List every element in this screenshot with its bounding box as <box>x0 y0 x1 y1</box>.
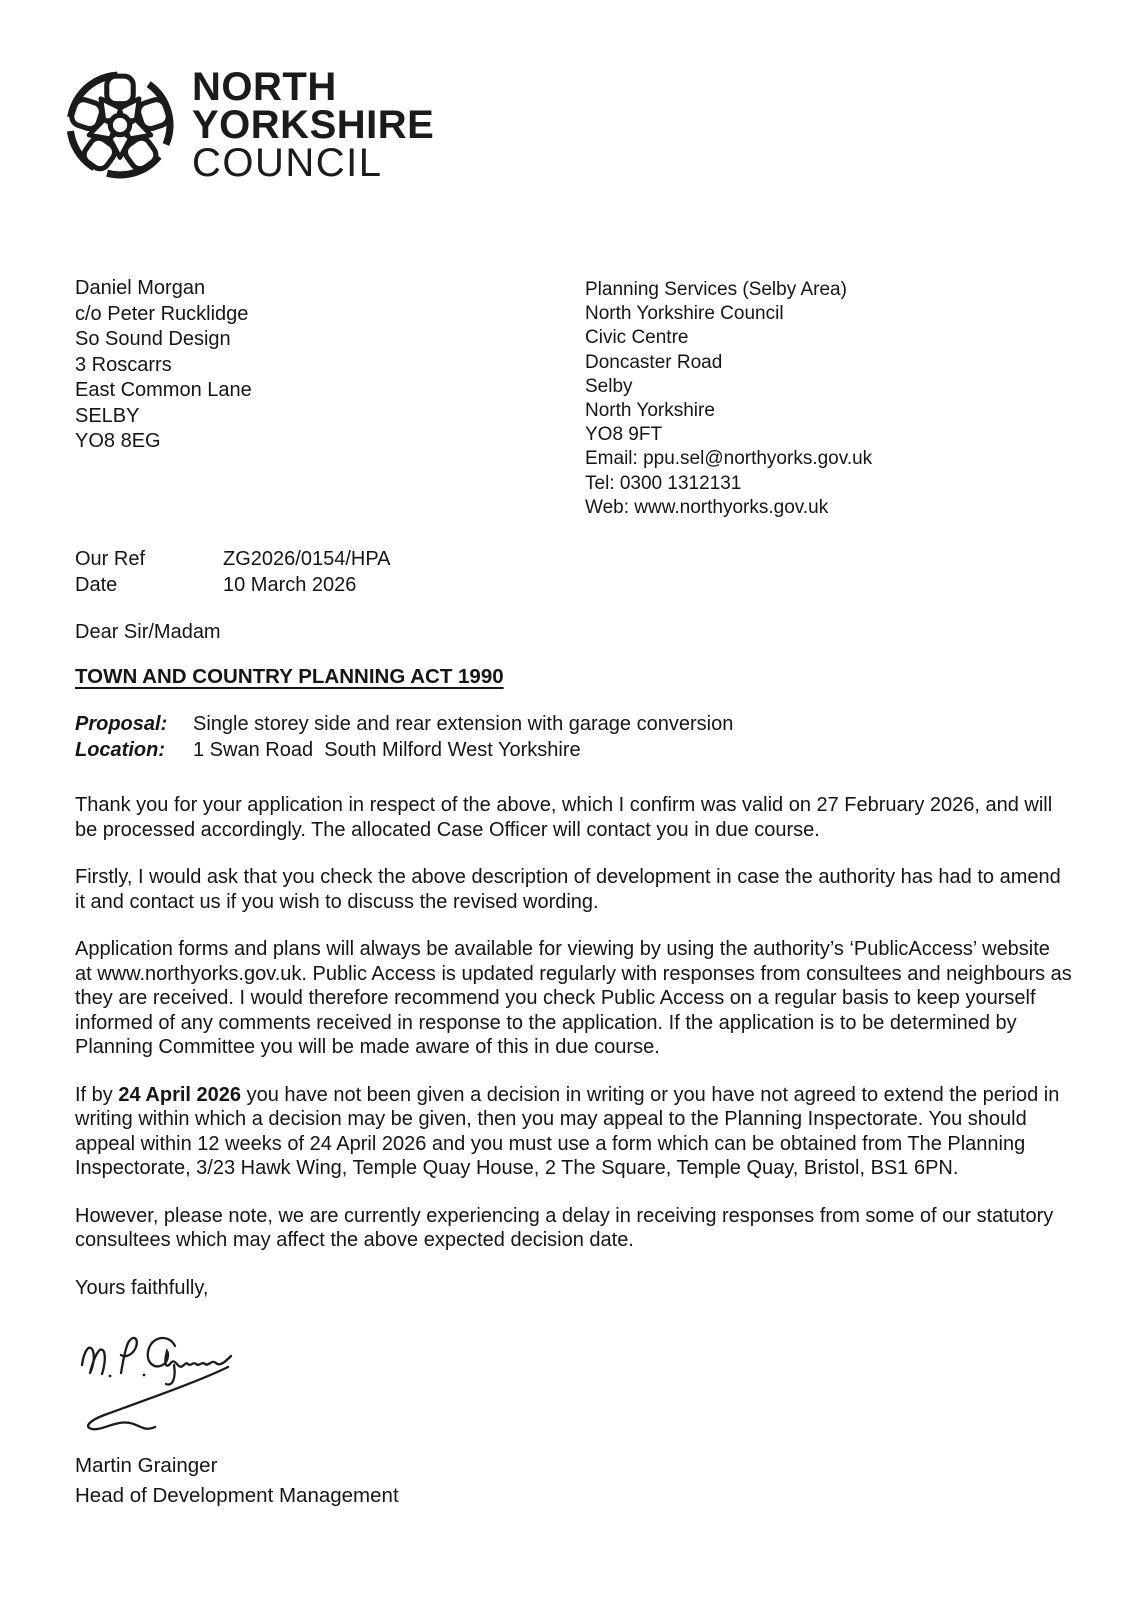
recipient-line: YO8 8EG <box>75 430 161 452</box>
logo-line-council: COUNCIL <box>192 141 383 185</box>
proposal-value: Single storey side and rear extension with garage conversion <box>193 713 734 735</box>
logo-line-north: NORTH <box>192 65 337 109</box>
letter-body <box>75 793 1072 1511</box>
proposal-row <box>75 711 733 737</box>
sender-phone: Tel: 0300 1312131 <box>585 472 742 494</box>
handwritten-signature-icon <box>75 1323 247 1437</box>
para4-suffix: you have not been given a decision in writing or you have not agreed to extend the period in writing within which a decision may be given, then you may appeal to the Planning Inspectorate. You should appeal within 12 weeks of 24 April 2026 and you must use a form which can be obtained from The Planning Inspectorate, 3/23 Hawk Wing, Temple Quay House, 2 The Square, Temple Quay, Bristol, BS1 6PN. <box>75 1083 1060 1179</box>
sender-line: Civic Centre <box>585 327 689 349</box>
recipient-line: So Sound Design <box>75 328 231 350</box>
reference-block <box>75 546 391 598</box>
para4-deadline-date: 24 April 2026 <box>118 1083 242 1106</box>
sender-line: YO8 9FT <box>585 424 663 446</box>
sender-line: North Yorkshire Council <box>585 303 784 325</box>
recipient-line: 3 Roscarrs <box>75 353 172 376</box>
proposal-label: Proposal: <box>75 713 168 735</box>
recipient-line: Daniel Morgan <box>75 277 206 299</box>
reference-label: Our Ref <box>75 548 146 570</box>
sender-website: Web: www.northyorks.gov.uk <box>585 496 829 518</box>
para4-prefix: If by <box>75 1083 119 1106</box>
signatory-name: Martin Grainger <box>75 1454 218 1477</box>
body-paragraph-3: Application forms and plans will always be available for viewing by using the authority’s ‘PublicAccess’ website at www.northyorks.gov.uk. Public Access is updated regularly with responses from consultees and neighbours as they are received. I would therefore recommend you check Public Access on a regular basis to keep yourself informed of any comments received in response to the application. If the application is to be determined by Planning Committee you will be made aware of this in due course. <box>75 938 1072 1058</box>
sender-email: Email: ppu.sel@northyorks.gov.uk <box>585 448 873 470</box>
location-value: 1 Swan Road South Milford West Yorkshire <box>193 739 581 761</box>
date-label: Date <box>75 574 118 596</box>
date-row <box>75 572 391 598</box>
location-label: Location: <box>75 739 165 761</box>
body-paragraph-5: However, please note, we are currently experiencing a delay in receiving responses from some of our statutory consultees which may affect the above expected decision date. <box>75 1204 1054 1251</box>
date-value: 10 March 2026 <box>223 574 357 596</box>
body-paragraph-2: Firstly, I would ask that you check the above description of development in case the authority has had to amend it and contact us if you wish to discuss the revised wording. <box>75 866 1061 913</box>
recipient-line: SELBY <box>75 404 140 427</box>
salutation: Dear Sir/Madam <box>75 621 221 643</box>
sender-address <box>585 278 872 520</box>
sender-line: Doncaster Road <box>585 351 723 373</box>
signatory-block <box>75 1451 1072 1511</box>
recipient-address <box>75 276 252 455</box>
proposal-block <box>75 711 733 763</box>
signatory-title: Head of Development Management <box>75 1484 399 1507</box>
body-paragraph-1: Thank you for your application in respect of the above, which I confirm was valid on 27 February 2026, and will be processed accordingly. The allocated Case Officer will contact you in due course. <box>75 794 1053 841</box>
recipient-line: c/o Peter Rucklidge <box>75 302 249 325</box>
valediction: Yours faithfully, <box>75 1276 209 1299</box>
sender-line: Planning Services (Selby Area) <box>585 279 847 300</box>
logo-line-yorkshire: YORKSHIRE <box>192 103 435 147</box>
council-logo-text <box>192 65 435 185</box>
sender-line: North Yorkshire <box>585 400 715 422</box>
reference-row <box>75 546 391 572</box>
recipient-line: East Common Lane <box>75 379 252 401</box>
council-logo <box>64 65 435 185</box>
act-heading: TOWN AND COUNTRY PLANNING ACT 1990 <box>75 665 504 688</box>
yorkshire-rose-icon <box>64 69 176 181</box>
sender-line: Selby <box>585 375 633 397</box>
location-row <box>75 737 733 763</box>
body-paragraph-4 <box>75 1083 1072 1181</box>
reference-value: ZG2026/0154/HPA <box>223 548 391 570</box>
